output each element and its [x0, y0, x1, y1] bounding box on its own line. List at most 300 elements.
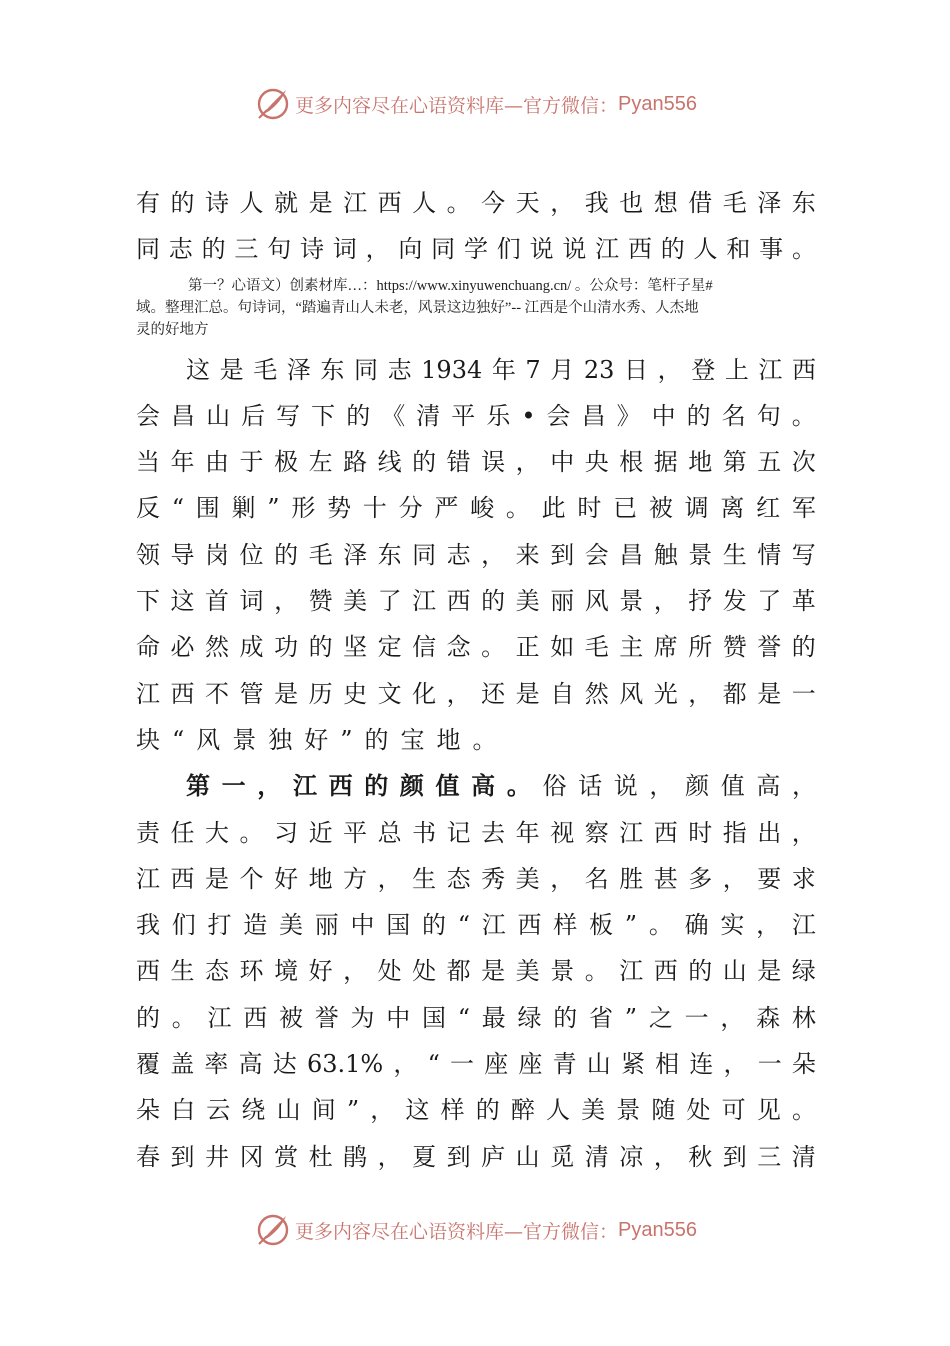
glyph: 诗 [299, 235, 324, 264]
glyph: 剿 [231, 494, 256, 523]
glyph: 会 [584, 540, 609, 569]
glyph: 泽 [757, 189, 782, 217]
glyph: ” [624, 911, 638, 940]
glyph: 美 [515, 587, 540, 616]
glyph: 西 [653, 818, 678, 847]
text-run [136, 856, 816, 902]
glyph: 山 [722, 957, 747, 986]
glyph: 实 [720, 911, 745, 940]
glyph: 信 [412, 633, 437, 662]
glyph: 分 [398, 494, 423, 523]
glyph: 今 [481, 189, 506, 217]
glyph: 时 [577, 494, 602, 523]
glyph: 绿 [517, 1003, 542, 1032]
glyph: 命 [136, 633, 160, 662]
glyph: 率 [204, 1050, 229, 1079]
glyph: 63.1% [306, 1050, 384, 1079]
glyph: 毛 [308, 540, 333, 569]
glyph: 西 [136, 957, 160, 986]
text-run [136, 1087, 816, 1133]
glyph: 抒 [688, 587, 713, 616]
glyph: 写 [791, 540, 816, 569]
glyph: 夏 [412, 1142, 437, 1171]
glyph: 东 [791, 189, 816, 217]
glyph: 天 [515, 189, 540, 217]
glyph: 和 [726, 235, 751, 264]
glyph: 江 [136, 679, 160, 708]
glyph: 美 [279, 911, 303, 940]
glyph: 1934 [421, 355, 483, 384]
glyph: 写 [276, 401, 301, 430]
glyph: 西 [517, 911, 542, 940]
glyph: 位 [239, 540, 264, 569]
glyph: 座 [518, 1050, 543, 1079]
glyph: 后 [241, 401, 266, 430]
banner-text: 更多内容尽在心语资料库—官方微信： [295, 94, 619, 117]
glyph: 西 [170, 679, 195, 708]
glyph: 的 [553, 1003, 578, 1032]
glyph: 清 [791, 1142, 816, 1171]
glyph: 美 [515, 864, 540, 893]
text-run [136, 995, 816, 1041]
glyph: ” [624, 1003, 638, 1032]
glyph: 多 [688, 864, 713, 893]
glyph: 乐 [486, 401, 511, 430]
glyph: 了 [757, 587, 782, 616]
text-line [136, 485, 816, 531]
section-lead-line [136, 763, 816, 809]
glyph: 岗 [205, 540, 230, 569]
text-run [136, 902, 816, 948]
glyph: 到 [446, 1142, 471, 1171]
text-run [136, 485, 816, 531]
glyph: 紧 [620, 1050, 645, 1079]
glyph: 说 [562, 235, 587, 264]
glyph: 被 [648, 494, 673, 523]
glyph: 正 [515, 633, 540, 662]
glyph: 山 [586, 1050, 611, 1079]
glyph: 景 [619, 587, 644, 616]
glyph: 的 [422, 911, 446, 940]
glyph: 一 [791, 679, 816, 708]
glyph: 名 [721, 401, 746, 430]
glyph: 同 [353, 355, 378, 384]
glyph: 。 [791, 1096, 816, 1125]
text-run [136, 810, 816, 856]
glyph: 西 [446, 587, 471, 616]
text-line [136, 393, 816, 439]
glyph: 形 [291, 494, 316, 523]
glyph: 林 [791, 1003, 816, 1032]
glyph: 赞 [722, 633, 747, 662]
glyph: 美 [343, 587, 368, 616]
glyph: 是 [219, 355, 244, 384]
text-run [136, 532, 816, 578]
glyph: 江 [595, 235, 620, 264]
glyph: 美 [515, 957, 540, 986]
glyph: 样 [440, 1096, 465, 1125]
glyph: 调 [684, 494, 709, 523]
glyph: ， [653, 587, 678, 616]
glyph: 会 [546, 401, 571, 430]
glyph: 月 [550, 355, 575, 384]
glyph: 江 [207, 1003, 232, 1032]
glyph: 触 [653, 540, 678, 569]
glyph: 左 [308, 448, 333, 477]
glyph: 泽 [343, 540, 368, 569]
glyph: • [521, 401, 536, 430]
glyph: 革 [791, 587, 816, 616]
banner-text: 更多内容尽在心语资料库—官方微信： [295, 1220, 619, 1243]
glyph: 同 [136, 235, 160, 264]
glyph: 极 [274, 448, 299, 477]
glyph: 毛 [253, 355, 278, 384]
glyph: 江 [758, 355, 783, 384]
glyph: 出 [757, 818, 782, 847]
glyph: 到 [722, 1142, 747, 1171]
glyph: 东 [320, 355, 345, 384]
glyph: 可 [721, 1096, 746, 1125]
glyph: 凉 [619, 1142, 644, 1171]
text-run [136, 671, 816, 717]
glyph: 风 [619, 679, 644, 708]
glyph: 毛 [584, 633, 609, 662]
glyph: 年 [170, 448, 195, 477]
glyph: 错 [446, 448, 471, 477]
glyph: 连 [689, 1050, 714, 1079]
glyph: 生 [170, 957, 195, 986]
glyph: 来 [515, 540, 540, 569]
glyph: 路 [343, 448, 368, 477]
glyph: 国 [386, 911, 411, 940]
glyph: 人 [693, 235, 718, 264]
glyph: 如 [550, 633, 575, 662]
text-line [136, 578, 816, 624]
glyph: 。 [584, 957, 609, 986]
glyph: 学 [463, 235, 488, 264]
glyph: 青 [552, 1050, 577, 1079]
glyph: 板 [589, 911, 614, 940]
glyph: 见 [756, 1096, 781, 1125]
glyph: ， [791, 818, 816, 847]
glyph: 绕 [241, 1096, 266, 1125]
glyph: 的 [688, 957, 713, 986]
glyph: 江 [619, 818, 644, 847]
text-run [136, 393, 816, 439]
glyph: 盖 [170, 1050, 195, 1079]
glyph: ， [550, 864, 575, 893]
glyph: 山 [276, 1096, 301, 1125]
glyph: 事 [759, 235, 784, 264]
glyph: “ [457, 1003, 471, 1032]
text-run [136, 1041, 816, 1087]
glyph: 的 [412, 448, 437, 477]
glyph: 句 [267, 235, 292, 264]
glyph: 覆 [136, 1050, 160, 1079]
glyph: 是 [205, 864, 230, 893]
glyph: 打 [207, 911, 232, 940]
glyph: 由 [205, 448, 230, 477]
glyph: ， [377, 1142, 402, 1171]
glyph: 是 [757, 679, 782, 708]
glyph: 誉 [757, 633, 782, 662]
glyph: 人 [412, 189, 437, 217]
glyph: 山 [515, 1142, 540, 1171]
glyph: 指 [722, 818, 747, 847]
glyph: 化 [412, 679, 437, 708]
glyph: 峻 [470, 494, 495, 523]
glyph: 首 [205, 587, 230, 616]
glyph: 围 [195, 494, 220, 523]
glyph: 西 [627, 235, 652, 264]
glyph: 。 [239, 818, 264, 847]
glyph: 地 [688, 448, 713, 477]
glyph: 三 [234, 235, 259, 264]
text-run [136, 180, 816, 226]
glyph: 央 [584, 448, 609, 477]
text-run: 俗话说，颜值高， [542, 772, 817, 801]
glyph: 江 [791, 911, 816, 940]
glyph: 发 [722, 587, 747, 616]
glyph: ， [343, 957, 368, 986]
glyph: 最 [481, 1003, 506, 1032]
glyph: 达 [272, 1050, 297, 1079]
glyph: ， [377, 864, 402, 893]
text-run [136, 1134, 816, 1180]
glyph: 昌 [619, 540, 644, 569]
glyph: 个 [239, 864, 264, 893]
glyph: 森 [756, 1003, 781, 1032]
glyph: 登 [691, 355, 716, 384]
glyph: 样 [553, 911, 578, 940]
glyph: 的 [481, 587, 506, 616]
glyph: 井 [205, 1142, 230, 1171]
glyph: 江 [136, 864, 160, 893]
glyph: 的 [660, 235, 685, 264]
glyph: 一 [684, 1003, 709, 1032]
glyph: 我 [584, 189, 609, 217]
text-run [136, 226, 816, 272]
glyph: 的 [686, 401, 711, 430]
text-line [136, 948, 816, 994]
glyph: 志 [446, 540, 471, 569]
glyph: 是 [515, 679, 540, 708]
text-line [136, 624, 816, 670]
text-line [136, 1041, 816, 1087]
text-line: 块“风景独好”的宝地。 [136, 725, 509, 754]
glyph: 人 [545, 1096, 570, 1125]
glyph: “ [457, 911, 471, 940]
glyph: 大 [205, 818, 230, 847]
glyph: 到 [550, 540, 575, 569]
glyph: 赏 [274, 1142, 299, 1171]
glyph: 席 [653, 633, 678, 662]
text-line [136, 671, 816, 717]
section-heading: 第一，江西的颜值高。 [186, 771, 543, 801]
glyph: 句 [756, 401, 781, 430]
glyph: 风 [584, 587, 609, 616]
glyph: 23 [583, 355, 615, 384]
glyph: 这 [186, 355, 210, 384]
glyph: 都 [446, 957, 471, 986]
glyph: 借 [688, 189, 713, 217]
glyph: 江 [412, 587, 437, 616]
glyph: 中 [550, 448, 575, 477]
glyph: 胜 [619, 864, 644, 893]
glyph: 。 [505, 494, 530, 523]
glyph: 被 [279, 1003, 303, 1032]
note-line: 域。整理汇总。句诗词，“踏遍青山人未老，风景这边独好”-- 江西是个山清水秀、人杰地 [136, 299, 699, 316]
glyph: 西 [243, 1003, 268, 1032]
glyph: 日 [624, 355, 649, 384]
text-line [136, 995, 816, 1041]
text-line [136, 180, 816, 226]
glyph: 白 [171, 1096, 196, 1125]
glyph: 词 [239, 587, 264, 616]
glyph: 诗 [205, 189, 230, 217]
glyph: 。 [648, 911, 673, 940]
glyph: 一 [450, 1050, 475, 1079]
glyph: 成 [239, 633, 264, 662]
glyph: 毛 [722, 189, 747, 217]
glyph: 高 [238, 1050, 263, 1079]
glyph: ， [722, 864, 747, 893]
glyph: 史 [343, 679, 368, 708]
glyph: 误 [481, 448, 506, 477]
glyph: 是 [757, 957, 782, 986]
glyph: 十 [362, 494, 387, 523]
glyph: 中 [350, 911, 375, 940]
glyph: 。 [791, 235, 816, 264]
glyph: 》 [616, 401, 641, 430]
glyph: 名 [584, 864, 609, 893]
glyph: 根 [619, 448, 644, 477]
glyph: 势 [327, 494, 352, 523]
glyph: 甚 [653, 864, 678, 893]
glyph: ， [481, 540, 506, 569]
glyph: 的 [201, 235, 226, 264]
glyph: 景 [616, 1096, 641, 1125]
glyph: 会 [136, 401, 160, 430]
glyph: 都 [722, 679, 747, 708]
glyph: 丽 [550, 587, 575, 616]
text-run [186, 347, 816, 393]
glyph: 所 [688, 633, 713, 662]
text-line [136, 226, 816, 272]
glyph: 求 [791, 864, 816, 893]
glyph: 座 [484, 1050, 509, 1079]
glyph: 生 [722, 540, 747, 569]
glyph: ， [446, 679, 471, 708]
glyph: 习 [274, 818, 299, 847]
glyph: 是 [481, 957, 506, 986]
glyph: 是 [274, 679, 299, 708]
glyph: 视 [550, 818, 575, 847]
text-line [136, 1134, 816, 1180]
glyph: 次 [791, 448, 816, 477]
text-line [136, 439, 816, 485]
glyph: 造 [243, 911, 268, 940]
glyph: 处 [686, 1096, 711, 1125]
text-run [136, 578, 816, 624]
text-line [136, 902, 816, 948]
document-body [136, 180, 816, 1180]
glyph: 随 [651, 1096, 676, 1125]
glyph: 。 [791, 401, 816, 430]
note-line: 第一？心语文）创素材库…：https://www.xinyuwenchuang.cn/ 。公众号：笔杆子星# [188, 277, 713, 294]
glyph: 下 [136, 587, 160, 616]
glyph: 为 [350, 1003, 375, 1032]
glyph: 导 [170, 540, 195, 569]
glyph: 清 [584, 1142, 609, 1171]
glyph: 确 [684, 911, 709, 940]
glyph: 察 [584, 818, 609, 847]
glyph: 这 [405, 1096, 430, 1125]
glyph: 。 [481, 633, 506, 662]
glyph: ， [274, 587, 299, 616]
glyph: ， [688, 679, 713, 708]
glyph: 云 [206, 1096, 231, 1125]
glyph: 之 [648, 1003, 673, 1032]
glyph: 西 [792, 355, 816, 384]
glyph: ， [515, 448, 540, 477]
glyph: “ [171, 494, 185, 523]
glyph: 朵 [791, 1050, 816, 1079]
glyph: 同 [431, 235, 456, 264]
glyph: 冈 [239, 1142, 264, 1171]
glyph: 上 [724, 355, 749, 384]
glyph: 责 [136, 818, 160, 847]
glyph: 志 [168, 235, 193, 264]
glyph: 说 [529, 235, 554, 264]
glyph: 们 [496, 235, 521, 264]
glyph: 任 [170, 818, 195, 847]
glyph: 西 [377, 189, 402, 217]
glyph: 近 [308, 818, 333, 847]
glyph: 同 [412, 540, 437, 569]
glyph: 总 [377, 818, 402, 847]
glyph: 光 [653, 679, 678, 708]
text-line [136, 1087, 816, 1133]
glyph: 是 [308, 189, 333, 217]
glyph: 中 [386, 1003, 411, 1032]
glyph: 的 [308, 633, 333, 662]
banner-wechat-id: Pyan556 [618, 92, 697, 115]
glyph: 军 [791, 494, 816, 523]
glyph: 于 [239, 448, 264, 477]
glyph: 西 [170, 864, 195, 893]
glyph: 书 [412, 818, 437, 847]
glyph: 觅 [550, 1142, 575, 1171]
glyph: 然 [205, 633, 230, 662]
glyph: 秋 [688, 1142, 713, 1171]
glyph: ， [365, 235, 390, 264]
text-line [136, 347, 816, 393]
glyph: 有 [136, 189, 160, 217]
glyph: 醉 [510, 1096, 535, 1125]
glyph: 主 [619, 633, 644, 662]
glyph: 领 [136, 540, 160, 569]
glyph: 到 [170, 1142, 195, 1171]
glyph: ， [723, 1050, 748, 1079]
glyph: 。 [446, 189, 471, 217]
glyph: 严 [434, 494, 459, 523]
glyph: 的 [170, 189, 195, 217]
glyph: ， [393, 1050, 418, 1079]
glyph: 五 [757, 448, 782, 477]
glyph: 的 [274, 540, 299, 569]
glyph: 境 [274, 957, 299, 986]
